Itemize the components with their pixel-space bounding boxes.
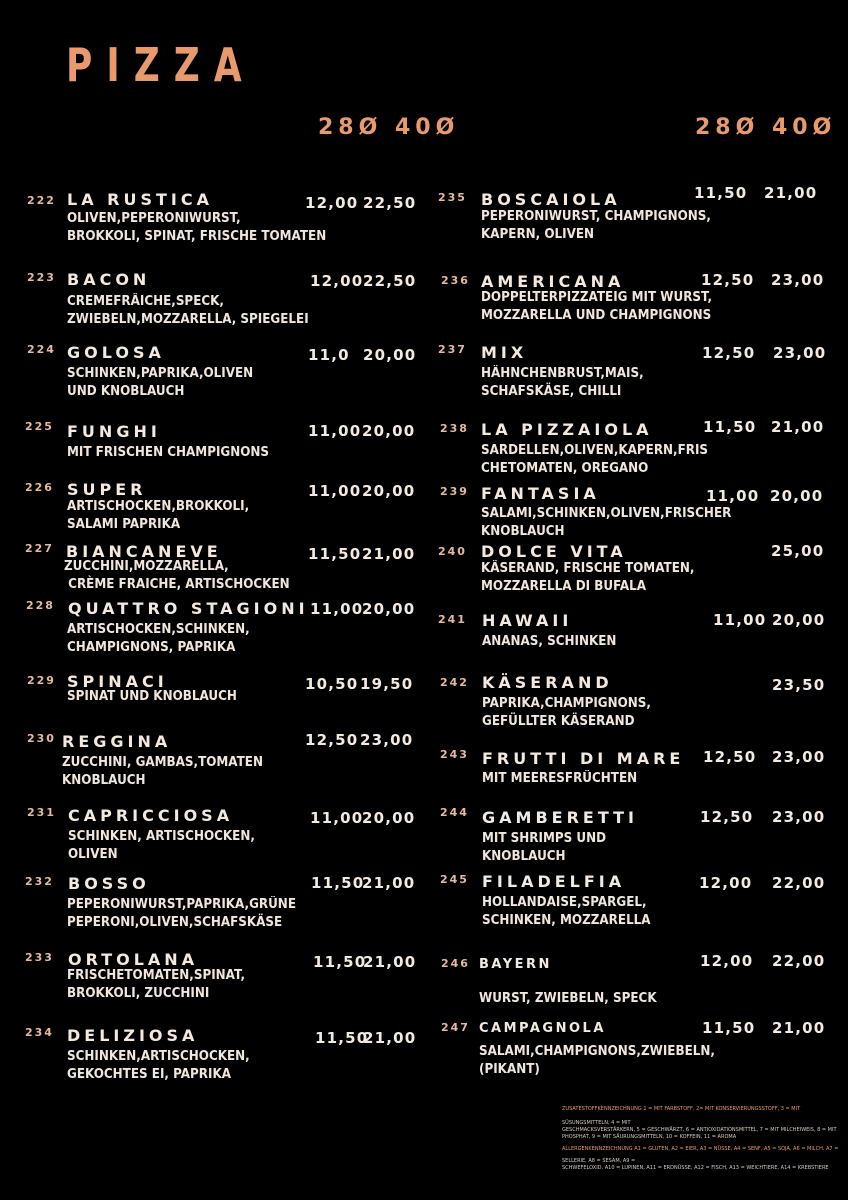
item-name: AMERICANA (481, 272, 625, 291)
item-number: 236 (441, 274, 470, 287)
description-line: GEKOCHTES EI, PAPRIKA (67, 1067, 231, 1082)
item-name: KÄSERAND (482, 673, 613, 692)
price-40: 20,00 (770, 487, 824, 505)
description-line: SCHINKEN,PAPRIKA,OLIVEN (67, 366, 254, 381)
item-number: 233 (25, 951, 54, 964)
item-name: REGGINA (62, 732, 172, 751)
price-40: 23,00 (771, 271, 825, 289)
description-line: CRÈME FRAICHE, ARTISCHOCKEN (64, 577, 290, 592)
description-line: FRISCHETOMATEN,SPINAT, (67, 968, 246, 983)
item-name: FILADELFIA (482, 872, 626, 891)
description-line: OLIVEN,PEPERONIWURST, (67, 211, 241, 226)
price-40: 23,00 (773, 344, 827, 362)
item-description (482, 770, 637, 788)
item-description (67, 896, 296, 932)
page-title: PIZZA (66, 38, 256, 92)
footnote-line: ALLERGENKENNZEICHNUNG A1 = GLUTEN, A2 = EIER, A3 = NÜSSE, A4 = SENF, A5 = SOJA, A6 = MILCH, A7 = (562, 1146, 839, 1152)
item-number: 238 (440, 422, 469, 435)
item-description (67, 293, 309, 329)
footnote-line: SCHWEFELOXID, A10 = LUPINEN, A11 = ERDNÜSSE, A12 = FISCH, A13 = WEICHTIERE, A14 = KREBSTIERE (562, 1165, 829, 1171)
price-28: 11,0 (308, 346, 350, 364)
price-28: 11,00 (706, 487, 760, 505)
description-line: GEFÜLLTER KÄSERAND (482, 714, 635, 729)
item-number: 237 (438, 343, 467, 356)
size-header-right: 28Ø 40Ø (695, 115, 837, 140)
item-number: 245 (440, 873, 469, 886)
item-name: QUATTRO STAGIONI (68, 599, 309, 618)
description-line: WURST, ZWIEBELN, SPECK (479, 991, 657, 1006)
price-40: 21,00 (771, 418, 825, 436)
price-40: 21,00 (362, 545, 416, 563)
item-description (482, 633, 616, 651)
description-line: SCHINKEN, MOZZARELLA (482, 913, 651, 928)
item-description (479, 990, 657, 1008)
price-40: 21,00 (764, 184, 818, 202)
description-line: KÄSERAND, FRISCHE TOMATEN, (481, 561, 695, 576)
item-number: 225 (25, 420, 54, 433)
price-40: 20,00 (772, 611, 826, 629)
description-line: BROKKOLI, SPINAT, FRISCHE TOMATEN (67, 229, 327, 244)
description-line: SPINAT UND KNOBLAUCH (67, 689, 237, 704)
description-line: PEPERONI,OLIVEN,SCHAFSKÄSE (67, 915, 283, 930)
item-name: HAWAII (482, 611, 573, 630)
price-40: 21,00 (362, 874, 416, 892)
description-line: HÄHNCHENBRUST,MAIS, (481, 366, 644, 381)
description-line: SALAMI,CHAMPIGNONS,ZWIEBELN, (479, 1044, 715, 1059)
price-28: 11,00 (308, 422, 362, 440)
item-description (481, 560, 694, 596)
item-number: 240 (438, 545, 467, 558)
description-line: ZWIEBELN,MOZZARELLA, SPIEGELEI (67, 312, 309, 327)
price-28: 11,00 (310, 600, 364, 618)
description-line: ZUCCHINI,MOZZARELLA, (64, 559, 229, 574)
footnote-line: SELLERIE, A8 = SESAM, A9 = (562, 1158, 636, 1164)
description-line: SCHAFSKÄSE, CHILLI (481, 384, 622, 399)
price-28: 11,50 (315, 1029, 369, 1047)
item-number: 229 (27, 674, 56, 687)
description-line: CHAMPIGNONS, PAPRIKA (67, 640, 236, 655)
price-28: 12,00 (305, 194, 359, 212)
description-line: MIT FRISCHEN CHAMPIGNONS (67, 445, 270, 460)
item-name: DOLCE VITA (481, 542, 627, 561)
description-line: PEPERONIWURST, CHAMPIGNONS, (481, 209, 711, 224)
item-description (67, 365, 253, 401)
price-40: 22,00 (772, 874, 826, 892)
description-line: SARDELLEN,OLIVEN,KAPERN,FRIS (481, 443, 709, 458)
item-description (482, 894, 651, 930)
price-28: 11,50 (703, 418, 757, 436)
item-description (64, 558, 290, 594)
item-description (481, 289, 712, 325)
item-number: 222 (27, 194, 56, 207)
item-description (67, 444, 269, 462)
item-description (482, 695, 651, 731)
price-28: 11,50 (313, 953, 367, 971)
description-line: BROKKOLI, ZUCCHINI (67, 986, 210, 1001)
price-40: 20,00 (362, 482, 416, 500)
price-40: 20,00 (362, 809, 416, 827)
item-number: 228 (26, 599, 55, 612)
price-40: 23,50 (772, 676, 826, 694)
price-28: 12,50 (702, 344, 756, 362)
item-number: 244 (440, 806, 469, 819)
item-description (67, 1048, 250, 1084)
description-line: UND KNOBLAUCH (67, 384, 185, 399)
footnote-line: ZUSATESTOFFKENNZEICHNUNG 1 = MIT FARBSTOFF, 2= MIT KONSERVIERUNGSSTOFF, 3 = MIT (562, 1106, 801, 1112)
price-40: 23,00 (772, 748, 826, 766)
description-line: SCHINKEN,ARTISCHOCKEN, (67, 1049, 250, 1064)
description-line: SALAMI,SCHINKEN,OLIVEN,FRISCHER (481, 506, 732, 521)
description-line: DOPPELTERPIZZATEIG MIT WURST, (481, 290, 713, 305)
item-description (67, 498, 249, 534)
item-name: MIX (481, 343, 528, 362)
price-28: 11,50 (702, 1019, 756, 1037)
price-40: 23,00 (360, 731, 414, 749)
price-40: 22,50 (363, 272, 417, 290)
item-number: 242 (440, 676, 469, 689)
description-line: PAPRIKA,CHAMPIGNONS, (482, 696, 651, 711)
price-40: 19,50 (360, 675, 414, 693)
item-description (67, 621, 250, 657)
size-header-left: 28Ø 40Ø (318, 115, 460, 140)
price-40: 22,00 (772, 952, 826, 970)
item-description (479, 1043, 715, 1079)
item-number: 223 (27, 271, 56, 284)
description-line: CHETOMATEN, OREGANO (481, 461, 649, 476)
item-description (67, 967, 245, 1003)
price-40: 22,50 (363, 194, 417, 212)
price-28: 12,50 (305, 731, 359, 749)
price-40: 23,00 (772, 808, 826, 826)
item-name: LA RUSTICA (67, 190, 213, 209)
item-name: BAYERN (479, 957, 552, 972)
description-line: SCHINKEN, ARTISCHOCKEN, (68, 829, 255, 844)
item-name: GAMBERETTI (482, 808, 638, 827)
footnote-line: GESCHMACKSVERSTÄRKERN, 5 = GESCHWÄRZT, 6 = ANTIOXIDATIONSMITTEL, 7 = MIT MILCHEIWEIS, 8 = MIT (562, 1127, 837, 1133)
price-40: 20,00 (363, 346, 417, 364)
item-name: SUPER (67, 480, 147, 499)
item-name: BOSSO (68, 874, 150, 893)
item-description (482, 830, 606, 866)
item-number: 241 (438, 613, 467, 626)
item-name: FUNGHI (67, 422, 161, 441)
item-number: 243 (440, 748, 469, 761)
price-28: 12,00 (700, 952, 754, 970)
item-name: FANTASIA (481, 484, 600, 503)
item-number: 239 (440, 485, 469, 498)
item-number: 234 (25, 1026, 54, 1039)
item-name: BOSCAIOLA (481, 190, 621, 209)
item-name: GOLOSA (67, 343, 165, 362)
item-number: 226 (25, 481, 54, 494)
price-40: 21,00 (363, 1029, 417, 1047)
description-line: SALAMI PAPRIKA (67, 517, 181, 532)
description-line: ZUCCHINI, GAMBAS,TOMATEN (62, 755, 263, 770)
item-description (481, 365, 644, 401)
item-name: DELIZIOSA (67, 1026, 199, 1045)
item-name: FRUTTI DI MARE (482, 749, 685, 768)
price-28: 12,50 (703, 748, 757, 766)
price-40: 20,00 (362, 422, 416, 440)
item-number: 231 (27, 806, 56, 819)
description-line: KNOBLAUCH (62, 773, 146, 788)
description-line: MIT SHRIMPS UND (482, 831, 607, 846)
description-line: PEPERONIWURST,PAPRIKA,GRÜNE (67, 897, 296, 912)
description-line: MIT MEERESFRÜCHTEN (482, 771, 638, 786)
price-28: 11,50 (694, 184, 748, 202)
item-number: 227 (25, 542, 54, 555)
price-28: 11,00 (713, 611, 767, 629)
description-line: (PIKANT) (479, 1062, 540, 1077)
price-40: 21,00 (363, 953, 417, 971)
description-line: MOZZARELLA DI BUFALA (481, 579, 647, 594)
item-number: 246 (441, 957, 470, 970)
item-description (481, 208, 711, 244)
item-name: ORTOLANA (68, 950, 199, 969)
item-name: SPINACI (67, 672, 168, 691)
item-name: CAPRICCIOSA (68, 806, 234, 825)
item-name: BACON (67, 270, 151, 289)
price-28: 12,00 (310, 272, 364, 290)
item-name: CAMPAGNOLA (479, 1021, 606, 1036)
price-28: 12,50 (700, 808, 754, 826)
item-number: 230 (27, 732, 56, 745)
description-line: MOZZARELLA UND CHAMPIGNONS (481, 308, 712, 323)
item-number: 235 (438, 191, 467, 204)
item-description (62, 754, 263, 790)
description-line: HOLLANDAISE,SPARGEL, (482, 895, 647, 910)
price-40: 20,00 (362, 600, 416, 618)
price-28: 12,50 (701, 271, 755, 289)
price-28: 10,50 (305, 675, 359, 693)
description-line: KNOBLAUCH (482, 849, 566, 864)
item-number: 224 (27, 343, 56, 356)
item-name: BIANCANEVE (66, 542, 222, 561)
item-description (481, 442, 708, 478)
item-description (67, 210, 326, 246)
description-line: OLIVEN (68, 847, 118, 862)
price-28: 11,00 (310, 809, 364, 827)
description-line: ARTISCHOCKEN,SCHINKEN, (67, 622, 250, 637)
description-line: CREMEFRÂICHE,SPECK, (67, 294, 224, 309)
item-description (68, 828, 255, 864)
footnote-line: SÜSUNGSMITTELN, 4 = MIT (562, 1120, 631, 1126)
price-28: 11,50 (308, 545, 362, 563)
footnote-line: PHOSPHAT, 9 = MIT SÄURUNGSMITTELN, 10 = KOFFEIN, 11 = AROMA (562, 1134, 737, 1140)
price-28: 11,50 (311, 874, 365, 892)
price-28: 11,00 (308, 482, 362, 500)
price-40: 25,00 (771, 542, 825, 560)
item-number: 232 (25, 875, 54, 888)
description-line: KNOBLAUCH (481, 524, 565, 539)
price-28: 12,00 (699, 874, 753, 892)
item-description (67, 688, 237, 706)
price-40: 21,00 (772, 1019, 826, 1037)
item-description (481, 505, 731, 541)
description-line: KAPERN, OLIVEN (481, 227, 595, 242)
description-line: ANANAS, SCHINKEN (482, 634, 617, 649)
description-line: ARTISCHOCKEN,BROKKOLI, (67, 499, 250, 514)
item-number: 247 (441, 1021, 470, 1034)
item-name: LA PIZZAIOLA (481, 420, 653, 439)
